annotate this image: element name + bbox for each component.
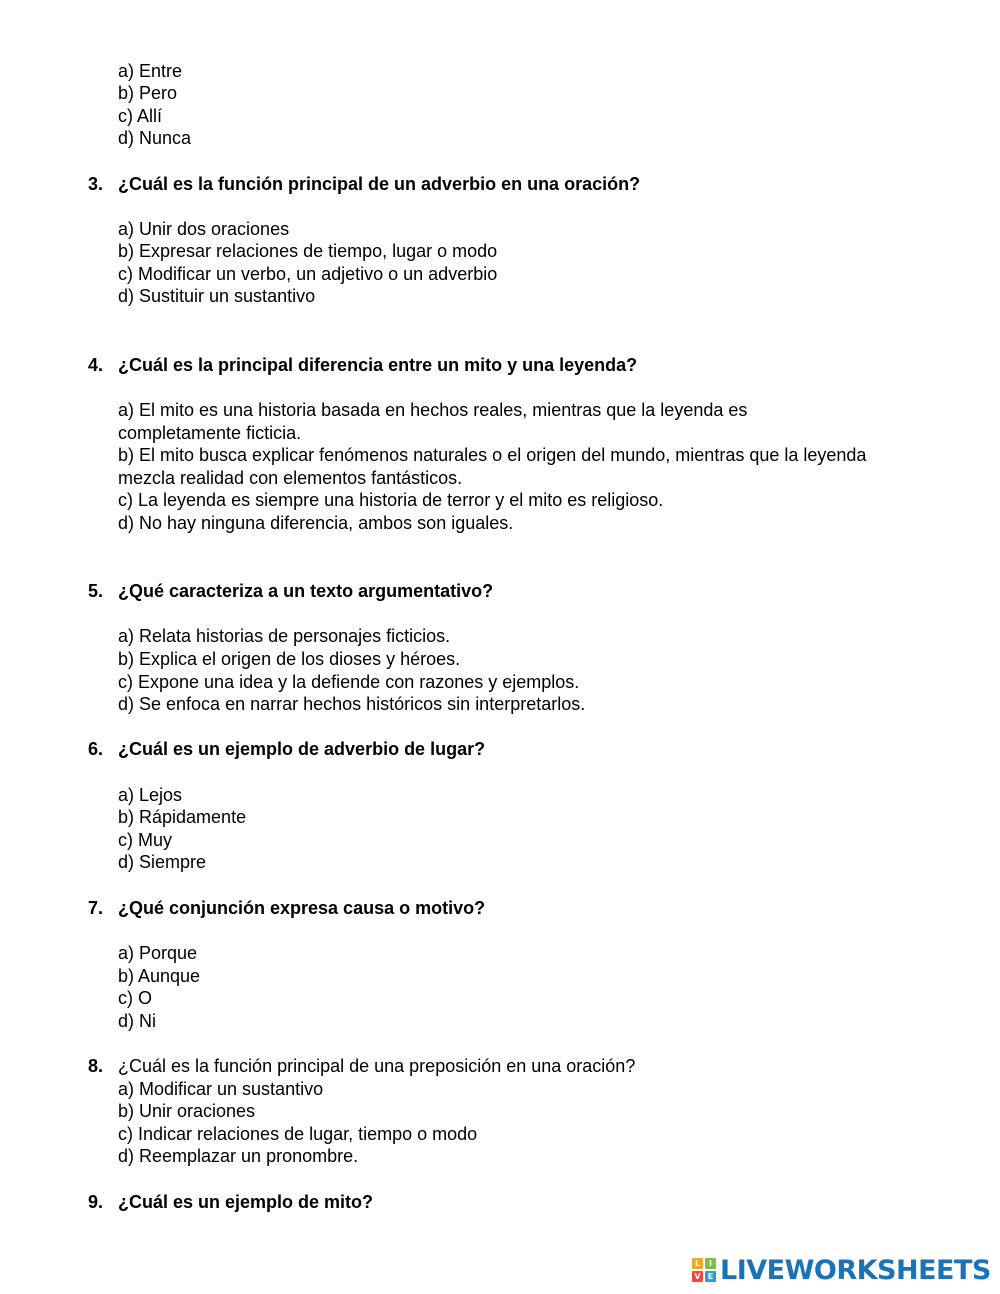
q5-text: ¿Qué caracteriza a un texto argumentativo?	[118, 581, 494, 601]
q6-number: 6.	[88, 739, 104, 759]
q8-text: ¿Cuál es la función principal de una preposición en una oración?	[118, 1056, 636, 1076]
q4-option-a[interactable]: a) El mito es una historia basada en hechos reales, mientras que la leyenda es	[118, 400, 748, 420]
q7-number: 7.	[88, 898, 104, 918]
q5-option-a[interactable]: a) Relata historias de personajes ficticios.	[118, 626, 451, 646]
q7-text: ¿Qué conjunción expresa causa o motivo?	[118, 898, 486, 918]
q7-option-d[interactable]: d) Ni	[118, 1011, 157, 1031]
q7-option-b[interactable]: b) Aunque	[118, 966, 201, 986]
logo-tile-e: E	[705, 1271, 716, 1282]
q8-number: 8.	[88, 1056, 104, 1076]
logo-grid-icon	[692, 1258, 716, 1282]
liveworksheets-logo	[692, 1255, 991, 1285]
q6-text: ¿Cuál es un ejemplo de adverbio de lugar?	[118, 739, 486, 759]
q3-option-d[interactable]: d) Sustituir un sustantivo	[118, 286, 316, 306]
q2-option-c[interactable]: c) Allí	[118, 106, 163, 126]
logo-tile-i: I	[705, 1258, 716, 1269]
q4-option-d[interactable]: d) No hay ninguna diferencia, ambos son iguales.	[118, 513, 514, 533]
q4-option-b[interactable]: b) El mito busca explicar fenómenos naturales o el origen del mundo, mientras que la leyenda	[118, 445, 867, 465]
q3-option-b[interactable]: b) Expresar relaciones de tiempo, lugar o modo	[118, 241, 498, 261]
q5-number: 5.	[88, 581, 104, 601]
q8-option-c[interactable]: c) Indicar relaciones de lugar, tiempo o modo	[118, 1124, 478, 1144]
q5-option-b[interactable]: b) Explica el origen de los dioses y héroes.	[118, 649, 461, 669]
logo-tile-l: L	[692, 1258, 703, 1269]
q6-option-a[interactable]: a) Lejos	[118, 785, 183, 805]
q5-option-c[interactable]: c) Expone una idea y la defiende con razones y ejemplos.	[118, 672, 580, 692]
q3-option-a[interactable]: a) Unir dos oraciones	[118, 219, 290, 239]
q4-option-b-cont[interactable]: mezcla realidad con elementos fantásticos.	[118, 468, 463, 488]
logo-text: LIVEWORKSHEETS	[720, 1254, 991, 1286]
q4-text: ¿Cuál es la principal diferencia entre un mito y una leyenda?	[118, 355, 638, 375]
q9-number: 9.	[88, 1192, 104, 1212]
q4-number: 4.	[88, 355, 104, 375]
q2-option-a[interactable]: a) Entre	[118, 61, 183, 81]
q3-option-c[interactable]: c) Modificar un verbo, un adjetivo o un adverbio	[118, 264, 498, 284]
q4-option-a-cont[interactable]: completamente ficticia.	[118, 423, 302, 443]
q9-text: ¿Cuál es un ejemplo de mito?	[118, 1192, 374, 1212]
q6-option-b[interactable]: b) Rápidamente	[118, 807, 247, 827]
q8-option-a[interactable]: a) Modificar un sustantivo	[118, 1079, 324, 1099]
q5-option-d[interactable]: d) Se enfoca en narrar hechos históricos sin interpretarlos.	[118, 694, 586, 714]
q2-option-d[interactable]: d) Nunca	[118, 128, 192, 148]
q3-number: 3.	[88, 174, 104, 194]
q3-text: ¿Cuál es la función principal de un adverbio en una oración?	[118, 174, 641, 194]
logo-tile-v: V	[692, 1271, 703, 1282]
q7-option-a[interactable]: a) Porque	[118, 943, 198, 963]
q8-option-d[interactable]: d) Reemplazar un pronombre.	[118, 1146, 359, 1166]
q8-option-b[interactable]: b) Unir oraciones	[118, 1101, 256, 1121]
q4-option-c[interactable]: c) La leyenda es siempre una historia de terror y el mito es religioso.	[118, 490, 664, 510]
q6-option-c[interactable]: c) Muy	[118, 830, 172, 850]
q6-option-d[interactable]: d) Siempre	[118, 852, 207, 872]
q2-option-b[interactable]: b) Pero	[118, 83, 178, 103]
q7-option-c[interactable]: c) O	[118, 988, 152, 1008]
